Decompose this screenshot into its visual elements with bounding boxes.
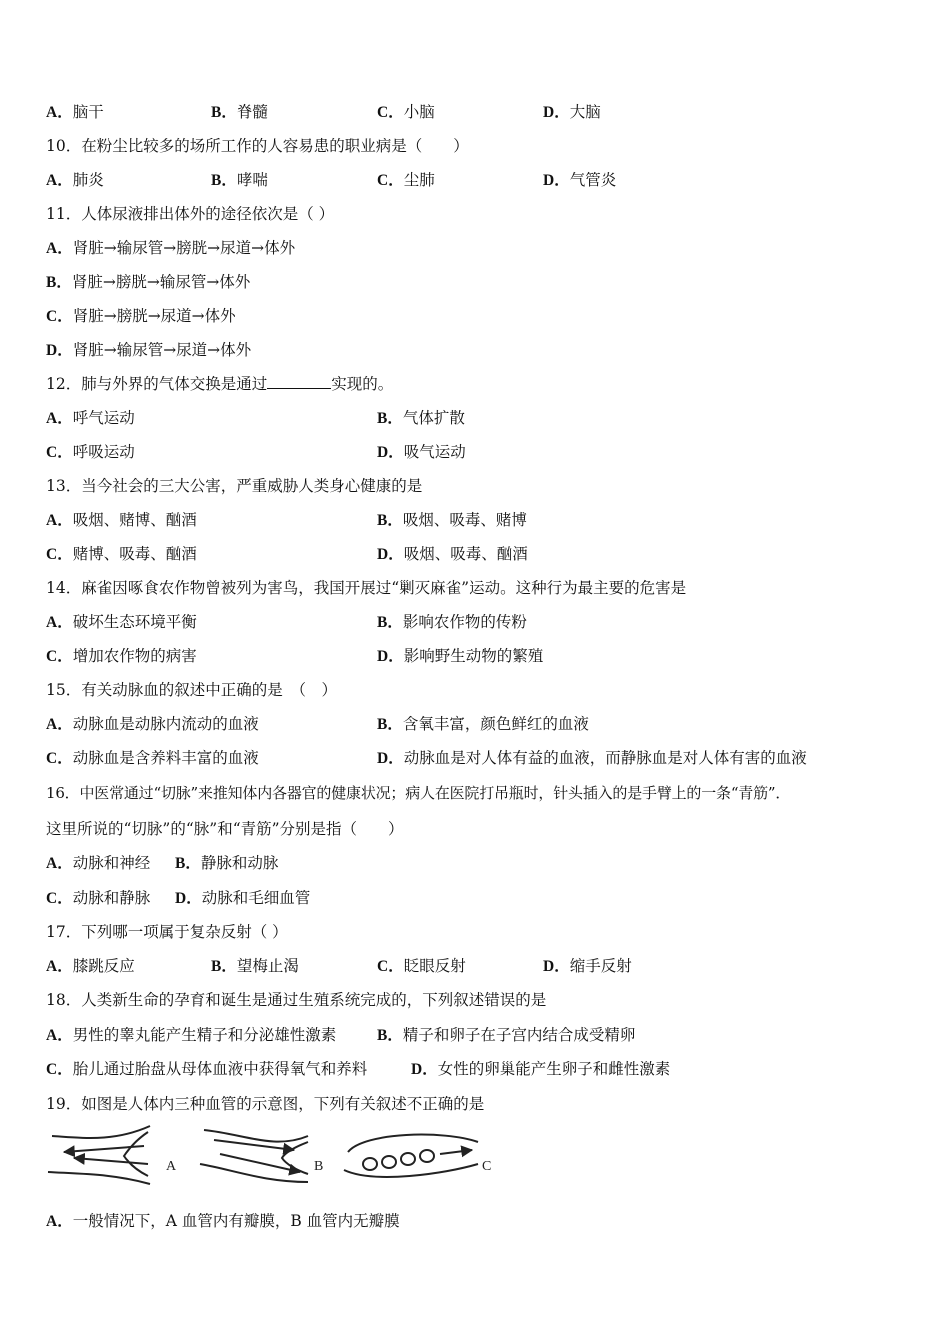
q17-option-b[interactable]: [211, 956, 299, 977]
q15-option-a[interactable]: [46, 714, 259, 735]
q14-option-c[interactable]: [46, 646, 197, 667]
option-text: 含氧丰富，颜色鲜红的血液: [402, 715, 589, 733]
option-text: 气管炎: [569, 171, 617, 189]
option-label: A．: [46, 855, 73, 872]
option-text: 破坏生态环境平衡: [72, 613, 197, 631]
vessel-b-diagram: [200, 1130, 308, 1182]
q9-option-c[interactable]: [377, 102, 435, 123]
q15-option-d[interactable]: [377, 748, 807, 769]
option-label: C．: [46, 890, 73, 907]
option-label: C．: [377, 958, 404, 975]
option-text: 动脉血是动脉内流动的血液: [72, 715, 259, 733]
option-text: 男性的睾丸能产生精子和分泌雄性激素: [72, 1026, 337, 1044]
option-text: 呼气运动: [72, 409, 135, 427]
q10-option-b[interactable]: [211, 170, 268, 191]
q18-option-d[interactable]: [411, 1059, 670, 1080]
q13-option-c[interactable]: [46, 544, 197, 565]
q14-option-d[interactable]: [377, 646, 543, 667]
q10-option-d[interactable]: [543, 170, 616, 191]
option-label: A．: [46, 410, 73, 427]
option-text: 膝跳反应: [72, 957, 135, 975]
option-label: A．: [46, 172, 73, 189]
option-label: D．: [377, 444, 404, 461]
vessel-c-diagram: [344, 1135, 478, 1177]
option-label: C．: [377, 104, 404, 121]
option-label: C．: [46, 308, 73, 325]
option-label: B．: [211, 172, 237, 189]
option-text: 胎儿通过胎盘从母体血液中获得氧气和养料: [72, 1060, 368, 1078]
option-label: D．: [46, 342, 73, 359]
q17-option-a[interactable]: [46, 956, 135, 977]
option-text: 影响野生动物的繁殖: [403, 647, 544, 665]
option-text: 动脉和神经: [72, 854, 151, 872]
q11-option-a[interactable]: [46, 238, 295, 259]
q10-option-c[interactable]: [377, 170, 435, 191]
option-text: 缩手反射: [569, 957, 632, 975]
q16-option-d[interactable]: [175, 888, 310, 909]
option-label: D．: [543, 172, 570, 189]
option-text: 肾脏→输尿管→尿道→体外: [72, 341, 252, 359]
option-label: B．: [46, 274, 72, 291]
option-label: C．: [46, 750, 73, 767]
option-label: C．: [46, 648, 73, 665]
option-text: 动脉血是对人体有益的血液，而静脉血是对人体有害的血液: [403, 749, 807, 767]
q11-option-c[interactable]: [46, 306, 236, 327]
vessel-c-label: C: [482, 1159, 492, 1174]
q11-stem: 11．人体尿液排出体外的途径依次是（ ）: [46, 205, 335, 223]
q15-option-b[interactable]: [377, 714, 589, 735]
option-text: 望梅止渴: [236, 957, 299, 975]
q18-option-b[interactable]: [377, 1025, 635, 1046]
q12-stem: [46, 374, 393, 394]
option-text: 眨眼反射: [403, 957, 466, 975]
option-text: 增加农作物的病害: [72, 647, 197, 665]
q12-option-c[interactable]: [46, 442, 135, 463]
option-text: 女性的卵巢能产生卵子和雌性激素: [437, 1060, 671, 1078]
option-label: B．: [211, 958, 237, 975]
q16-option-c[interactable]: [46, 888, 150, 909]
option-text: 吸烟、吸毒、酗酒: [403, 545, 528, 563]
q14-option-b[interactable]: [377, 612, 527, 633]
q11-option-d[interactable]: [46, 340, 251, 361]
option-label: B．: [377, 716, 403, 733]
vessel-b-label: B: [314, 1159, 324, 1174]
option-label: B．: [377, 614, 403, 631]
option-text: 尘肺: [403, 171, 435, 189]
option-label: A．: [46, 1027, 73, 1044]
q15-stem: 15．有关动脉血的叙述中正确的是 （ ）: [46, 681, 337, 699]
option-label: B．: [377, 1027, 403, 1044]
q14-option-a[interactable]: [46, 612, 197, 633]
q11-option-b[interactable]: [46, 272, 250, 293]
option-text: 脑干: [72, 103, 104, 121]
option-label: A．: [46, 1213, 73, 1230]
option-label: C．: [46, 1061, 73, 1078]
q13-option-b[interactable]: [377, 510, 527, 531]
option-text: 动脉血是含养料丰富的血液: [72, 749, 259, 767]
q17-option-d[interactable]: [543, 956, 632, 977]
vessel-a-label: A: [166, 1159, 177, 1174]
option-label: D．: [543, 958, 570, 975]
q12-option-b[interactable]: [377, 408, 465, 429]
option-label: B．: [211, 104, 237, 121]
q15-option-c[interactable]: [46, 748, 259, 769]
option-label: C．: [377, 172, 404, 189]
option-label: A．: [46, 240, 73, 257]
option-label: B．: [377, 410, 403, 427]
q13-option-a[interactable]: [46, 510, 197, 531]
q18-stem: 18．人类新生命的孕育和诞生是通过生殖系统完成的，下列叙述错误的是: [46, 991, 547, 1009]
q18-option-c[interactable]: [46, 1059, 367, 1080]
option-label: B．: [175, 855, 201, 872]
option-label: D．: [543, 104, 570, 121]
option-text: 精子和卵子在子宫内结合成受精卵: [402, 1026, 636, 1044]
q12-option-a[interactable]: [46, 408, 135, 429]
option-label: D．: [175, 890, 202, 907]
option-text: 呼吸运动: [72, 443, 135, 461]
option-text: 哮喘: [236, 171, 268, 189]
option-label: B．: [377, 512, 403, 529]
option-label: A．: [46, 716, 73, 733]
option-text: 肾脏→膀胱→尿道→体外: [72, 307, 236, 325]
q9-option-a[interactable]: [46, 102, 104, 123]
option-label: A．: [46, 958, 73, 975]
q12-stem-before: 12．肺与外界的气体交换是通过: [46, 375, 268, 393]
option-text: 影响农作物的传粉: [402, 613, 527, 631]
option-text: 肾脏→膀胱→输尿管→体外: [71, 273, 251, 291]
option-label: A．: [46, 104, 73, 121]
vessel-a-diagram: [48, 1126, 150, 1184]
option-text: 大脑: [569, 103, 601, 121]
option-text: 动脉和静脉: [72, 889, 151, 907]
answer-blank[interactable]: [267, 374, 331, 389]
q10-stem: 10．在粉尘比较多的场所工作的人容易患的职业病是（ ）: [46, 137, 469, 155]
blood-vessel-figure: [44, 1124, 504, 1188]
option-text: 吸烟、赌博、酗酒: [72, 511, 197, 529]
q17-option-c[interactable]: [377, 956, 466, 977]
option-label: D．: [377, 648, 404, 665]
q14-stem: 14．麻雀因啄食农作物曾被列为害鸟，我国开展过“剿灭麻雀”运动。这种行为最主要的危害是: [46, 579, 687, 597]
option-text: 吸气运动: [403, 443, 466, 461]
q9-option-d[interactable]: [543, 102, 601, 123]
q16-option-b[interactable]: [175, 853, 278, 874]
option-text: 吸烟、吸毒、赌博: [402, 511, 527, 529]
q9-option-b[interactable]: [211, 102, 268, 123]
q16-option-a[interactable]: [46, 853, 150, 874]
option-text: 赌博、吸毒、酗酒: [72, 545, 197, 563]
q17-stem: 17．下列哪一项属于复杂反射（ ）: [46, 923, 288, 941]
q12-stem-after: 实现的。: [331, 375, 394, 393]
q18-option-a[interactable]: [46, 1025, 336, 1046]
option-label: C．: [46, 444, 73, 461]
q16-stem-line2: 这里所说的“切脉”的“脉”和“青筋”分别是指（ ）: [46, 820, 404, 838]
option-text: 气体扩散: [402, 409, 465, 427]
option-label: A．: [46, 614, 73, 631]
option-text: 脊髓: [236, 103, 268, 121]
option-text: 肾脏→输尿管→膀胱→尿道→体外: [72, 239, 296, 257]
q13-option-d[interactable]: [377, 544, 528, 565]
option-label: D．: [377, 750, 404, 767]
option-label: C．: [46, 546, 73, 563]
option-text: 静脉和动脉: [200, 854, 279, 872]
option-label: A．: [46, 512, 73, 529]
option-text: 一般情况下，A 血管内有瓣膜，B 血管内无瓣膜: [72, 1212, 400, 1230]
option-label: D．: [411, 1061, 438, 1078]
q12-option-d[interactable]: [377, 442, 466, 463]
q16-stem-line1: 16．中医常通过“切脉”来推知体内各器官的健康状况；病人在医院打吊瓶时，针头插入的是手臂上的一条“青筋”．: [46, 784, 791, 802]
q10-option-a[interactable]: [46, 170, 104, 191]
q19-option-a[interactable]: [46, 1211, 400, 1232]
q19-stem: 19．如图是人体内三种血管的示意图，下列有关叙述不正确的是: [46, 1095, 485, 1113]
option-text: 小脑: [403, 103, 435, 121]
option-label: D．: [377, 546, 404, 563]
option-text: 肺炎: [72, 171, 104, 189]
q13-stem: 13．当今社会的三大公害，严重威胁人类身心健康的是: [46, 477, 423, 495]
option-text: 动脉和毛细血管: [201, 889, 311, 907]
